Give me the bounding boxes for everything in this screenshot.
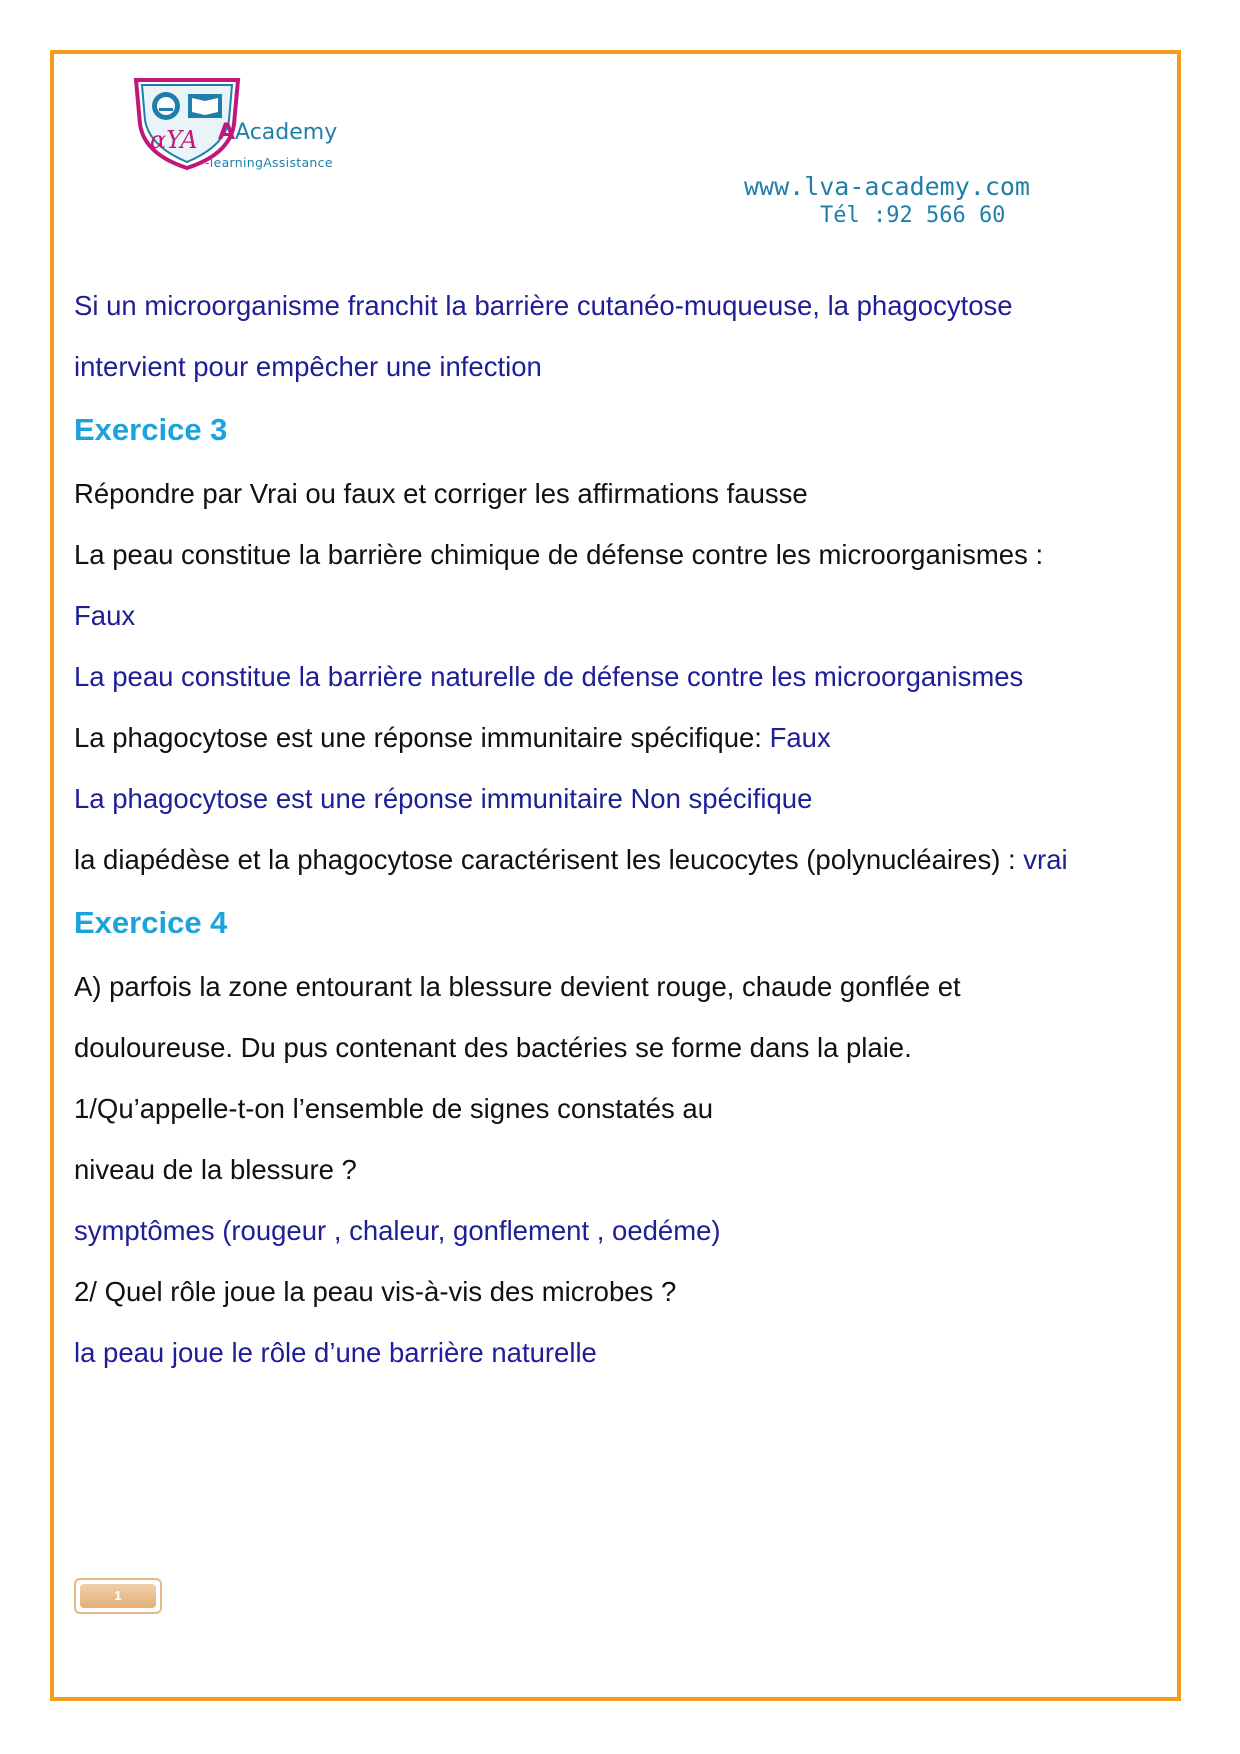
exercise-3-correction-2: La phagocytose est une réponse immunitaire Non spécifique — [74, 783, 813, 814]
exercise-3-statement-3 — [74, 829, 1174, 890]
page-number: 1 — [80, 1584, 156, 1608]
intro-line: intervient pour empêcher une infection — [74, 351, 542, 382]
headset-icon — [152, 92, 180, 120]
logo-tagline: -learningAssistance — [205, 155, 333, 170]
exercise-4-question-1: 1/Qu’appelle-t-on l’ensemble de signes constatés au — [74, 1093, 713, 1124]
logo-wordmark-text: Academy — [235, 120, 338, 145]
document-body — [74, 275, 1174, 1383]
exercise-4-text: A) parfois la zone entourant la blessure devient rouge, chaude gonflée et — [74, 971, 961, 1002]
book-icon — [188, 94, 222, 118]
exercise-4-question-1: niveau de la blessure ? — [74, 1154, 357, 1185]
website-url: www.lva-academy.com — [744, 172, 1030, 201]
exercise-4-question-2: 2/ Quel rôle joue la peau vis-à-vis des microbes ? — [74, 1276, 677, 1307]
statement-text: La phagocytose est une réponse immunitaire spécifique: — [74, 722, 770, 753]
exercise-4-text: douloureuse. Du pus contenant des bactéries se forme dans la plaie. — [74, 1032, 912, 1063]
logo-letters: αYA — [150, 126, 198, 154]
exercise-3-statement-1: La peau constitue la barrière chimique de défense contre les microorganismes : — [74, 539, 1044, 570]
logo-wordmark-prefix: A — [218, 120, 236, 145]
exercise-4-answer-1: symptômes (rougeur , chaleur, gonflement , oedéme) — [74, 1215, 721, 1246]
statement-text: la diapédèse et la phagocytose caractérisent les leucocytes (polynucléaires) : — [74, 844, 1024, 875]
intro-line: Si un microorganisme franchit la barrière cutanéo-muqueuse, la phagocytose — [74, 290, 1013, 321]
phone-number: Tél :92 566 60 — [820, 203, 1006, 228]
answer-text: vrai — [1023, 844, 1068, 875]
logo-wordmark — [218, 120, 337, 145]
exercise-3-answer-1: Faux — [74, 600, 136, 631]
exercise-3-instruction: Répondre par Vrai ou faux et corriger les affirmations fausse — [74, 478, 808, 509]
exercise-3-correction-1: La peau constitue la barrière naturelle de défense contre les microorganismes — [74, 661, 1024, 692]
answer-text: Faux — [769, 722, 831, 753]
page-number-badge — [74, 1578, 162, 1614]
exercise-4-answer-2: la peau joue le rôle d’une barrière naturelle — [74, 1337, 597, 1368]
exercise-3-statement-2 — [74, 707, 1174, 768]
exercise-4-heading: Exercice 4 — [74, 905, 228, 940]
exercise-3-heading: Exercice 3 — [74, 412, 228, 447]
